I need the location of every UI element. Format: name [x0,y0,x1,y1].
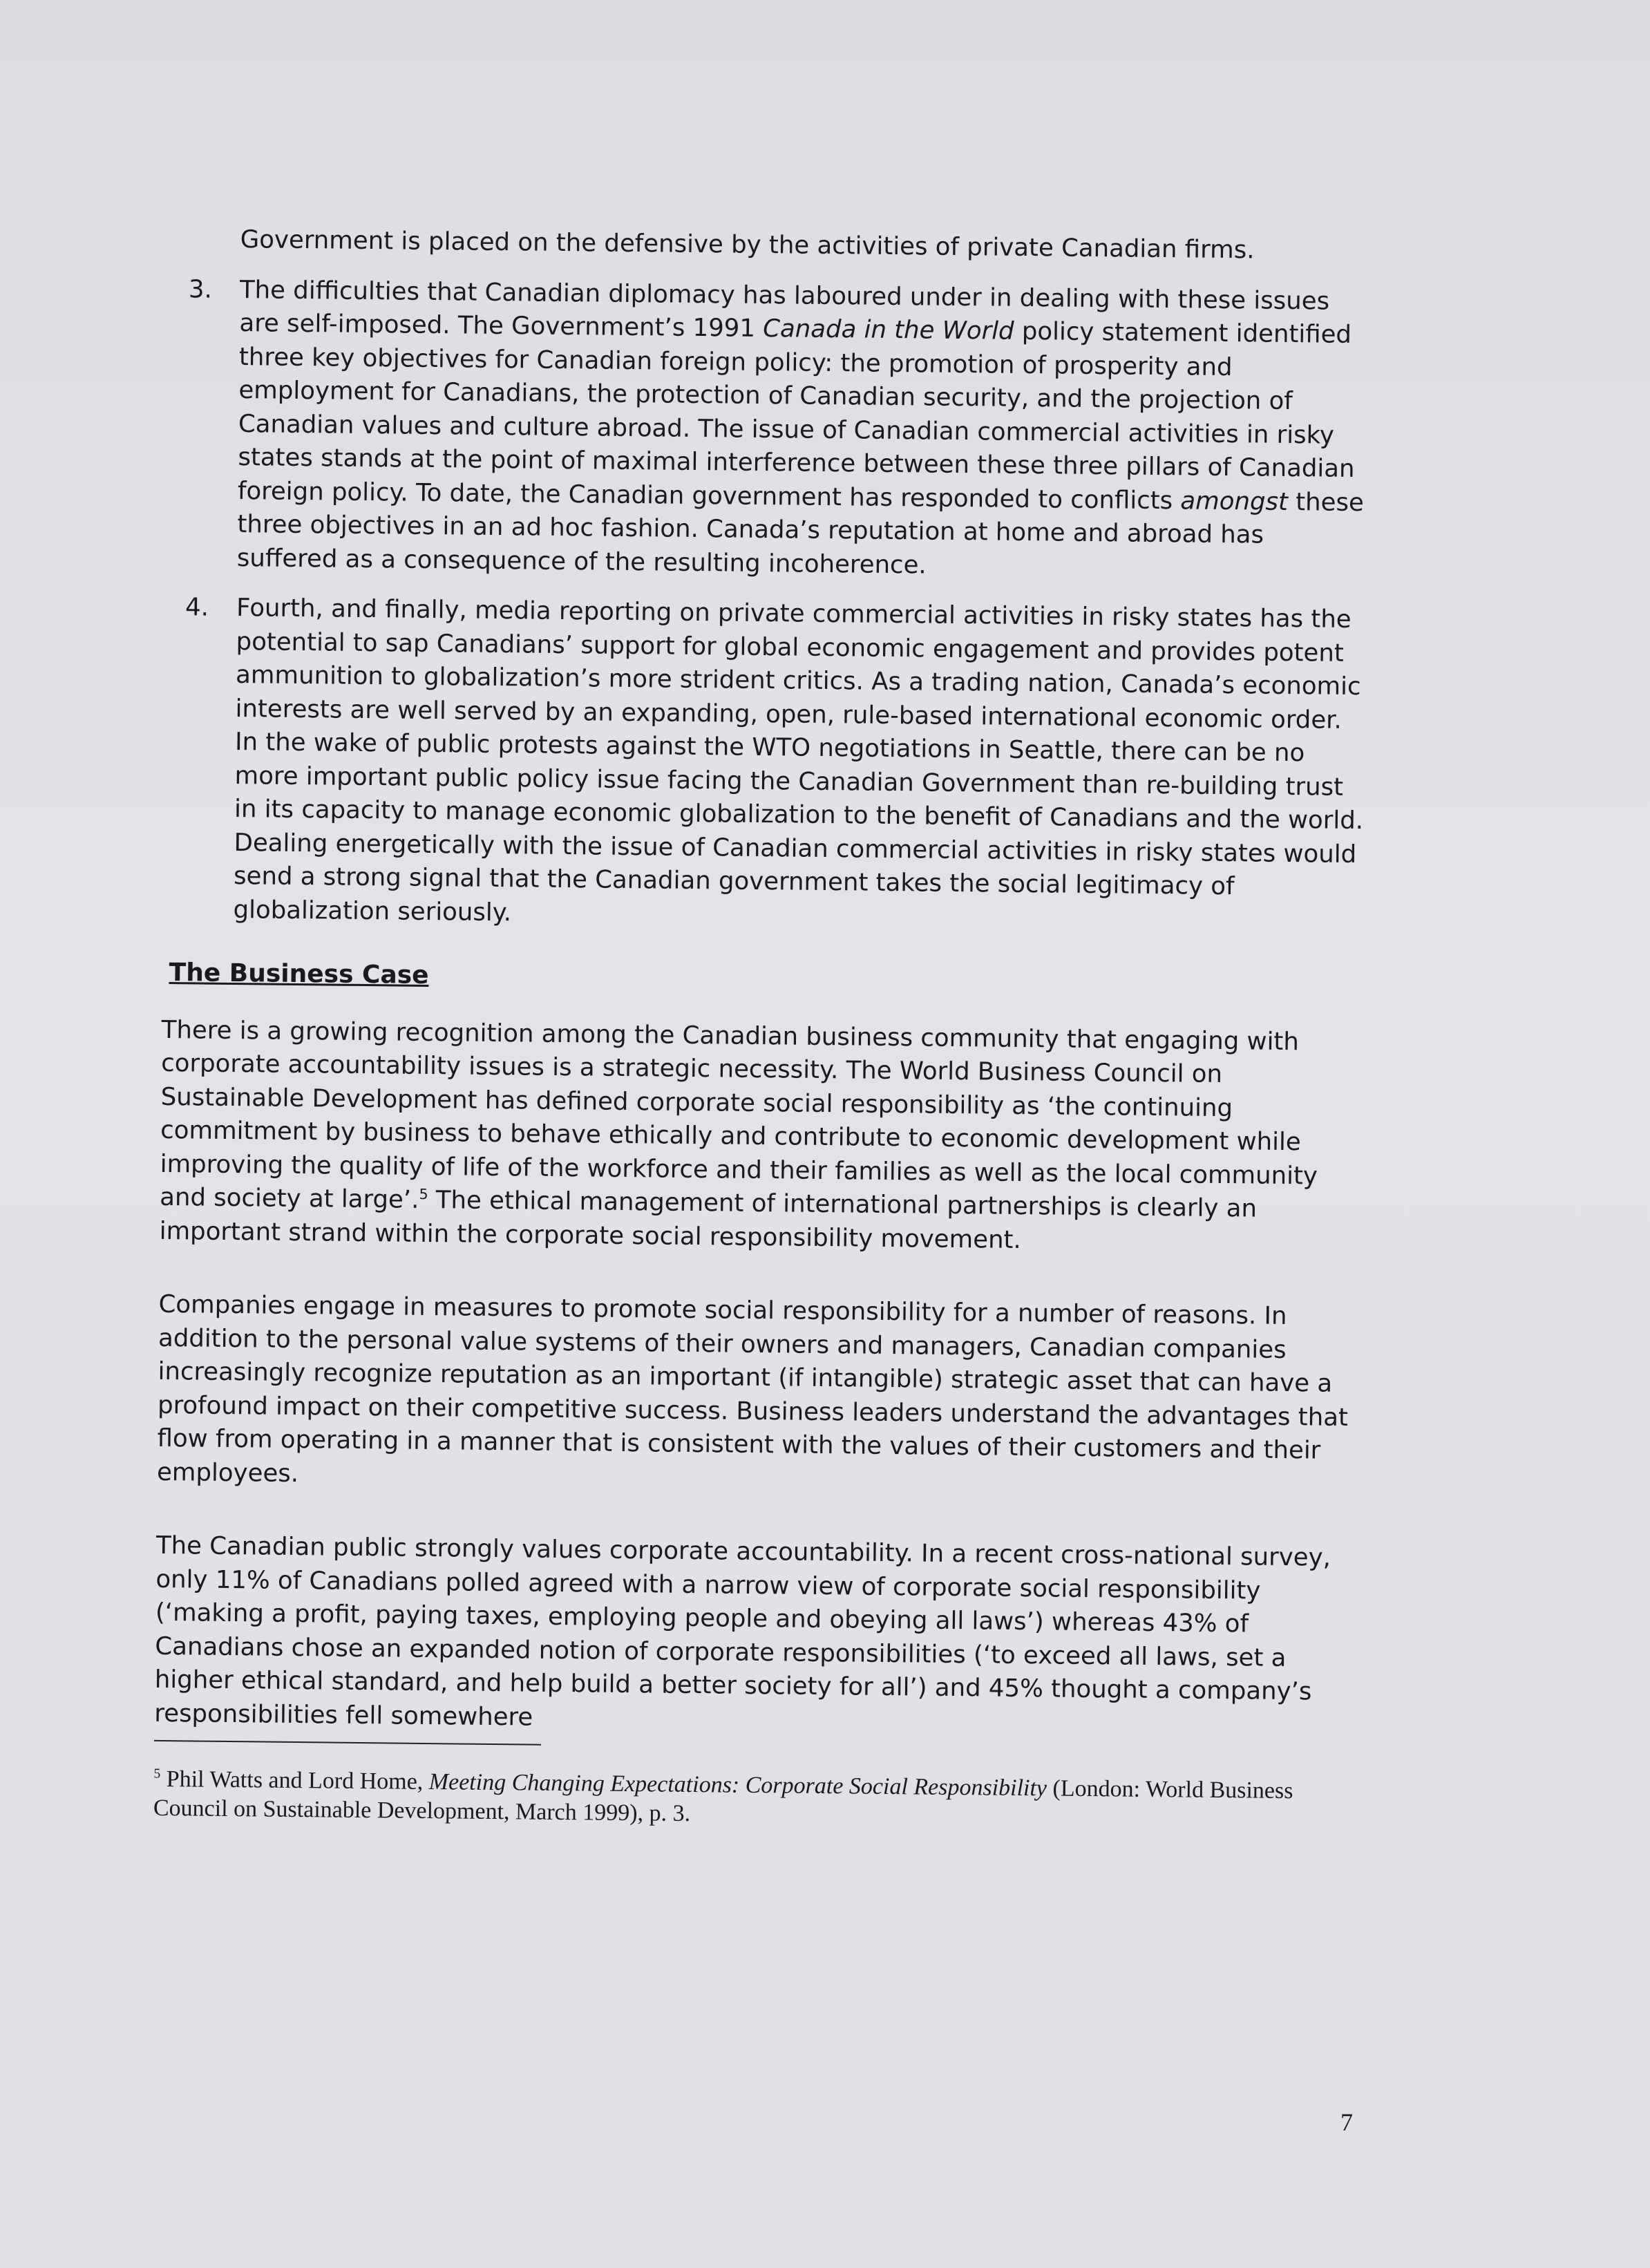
text-run: these three objectives in an ad hoc fashion. Canada’s reputation at home and abroad has suffered as a consequence of the resulting incoherence. [236,487,1365,579]
body-paragraph [159,1013,1363,1260]
italic-title: Meeting Changing Expectations: Corporate Social Responsibility [428,1769,1047,1802]
list-item-continuation [240,223,1372,269]
page-content [153,223,1372,1859]
list-item-text [237,274,1372,587]
list-number: 4. [184,593,209,622]
list-item-3 [186,273,1372,587]
list-item-4 [182,591,1368,938]
body-paragraph: Companies engage in measures to promote social responsibility for a number of reasons. In addition to the personal value systems of their owners and managers, Canadian companies increasingly recognize reputation as an important (if intangible) strategic asset that can have a profound impact on their competitive success. Business leaders understand the advantages that flow from operating in a manner that is consistent with the values of their customers and their employees. [156,1289,1349,1488]
text-run: (London: World Business Council on Sustainable Development, March 1999), p. 3. [153,1775,1293,1827]
italic-word: amongst [1180,486,1289,516]
list-number: 3. [188,274,213,304]
italic-title: Canada in the World [763,314,1014,346]
text-run: Phil Watts and Lord Home, [160,1766,429,1795]
footnote-divider [154,1740,541,1746]
page-number: 7 [1340,2108,1353,2136]
text-run: The ethical management of international partnerships is clearly an important strand within the corporate social responsibility movement. [159,1185,1258,1254]
footnote-ref: 5 [419,1186,428,1203]
text-run: There is a growing recognition among the Canadian business community that engaging with corporate accountability issues is a strategic necessity. The World Business Council on Sustainable Development has defined corporate social responsibility as ‘the continuing commitment by business to behave ethically and contribute to economic development while improving the quality of life of the workforce and their families as well as the local community and society at large’. [160,1015,1318,1214]
list-item-text: Fourth, and finally, media reporting on private commercial activities in risky states has the potential to sap Canadians’ support for global economic engagement and provides potent ammunition to globalization’s more strident critics. As a trading nation, Canada’s economic interests are well served by an expanding, open, rule-based international economic order. In the wake of public protests against the WTO negotiations in Seattle, there can be no more important public policy issue facing the Canadian Government than re-building trust in its capacity to manage economic globalization to the benefit of Canadians and the world. Dealing energetically with the issue of Canadian commercial activities in risky states would send a strong signal that the Canadian government takes the social legitimacy of globalization seriously. [233,594,1364,927]
text-run: policy statement identified three key objectives for Canadian foreign policy: the promotion of prosperity and employment for Canadians, the protection of Canadian security, and the projection of Canadian values and culture abroad. The issue of Canadian commercial activities in risky states stands at the point of maximal interference between these three pillars of Canadian foreign policy. To date, the Canadian government has responded to conflicts [237,316,1355,515]
footnote [153,1765,1356,1835]
section-heading: The Business Case [169,958,429,990]
footnote-number: 5 [153,1766,161,1782]
body-paragraph: The Canadian public strongly values corporate accountability. In a recent cross-national survey, only 11% of Canadians polled agreed with a narrow view of corporate social responsibility (‘making a profit, paying taxes, employing people and obeying all laws’) whereas 43% of Canadians chose an expanded notion of corporate responsibilities (‘to exceed all laws, set a higher ethical standard, and help build a better society for all’) and 45% thought a company’s responsibilities fell somewhere [154,1531,1331,1732]
text-run: The difficulties that Canadian diplomacy has laboured under in dealing with these issues are self-imposed. The Government’s 1991 [239,275,1330,343]
continuation-text: Government is placed on the defensive by the activities of private Canadian firms. [240,225,1255,265]
